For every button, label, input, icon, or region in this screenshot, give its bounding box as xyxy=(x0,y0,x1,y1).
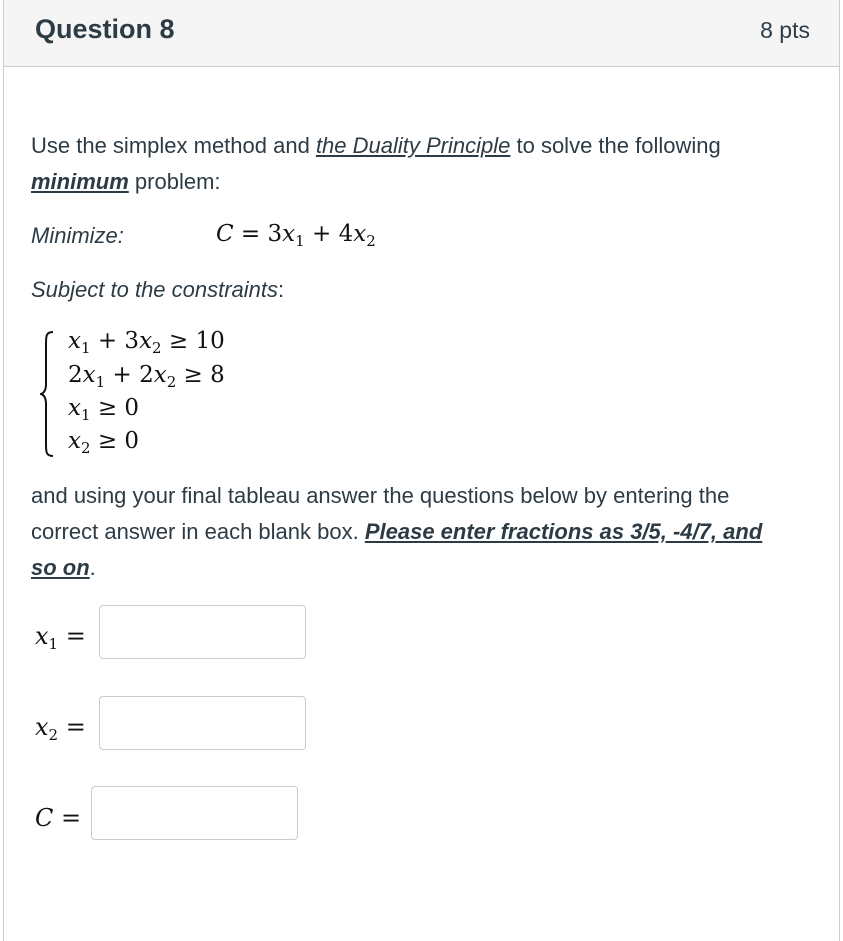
c1-s1: 1 xyxy=(80,339,91,357)
c2-coef: 2 xyxy=(68,362,83,388)
question-header xyxy=(4,0,839,67)
objective-x1: x xyxy=(282,221,296,247)
intro-line-1 xyxy=(31,128,721,164)
x1-eq: = xyxy=(58,622,86,650)
x2-sub: 2 xyxy=(48,726,59,744)
intro-text-3: problem: xyxy=(128,169,221,194)
c1-x2: x xyxy=(139,328,153,354)
constraint-2 xyxy=(68,362,225,391)
c-var: C xyxy=(35,804,54,832)
answer-label-c xyxy=(35,804,81,832)
answer-label-x1 xyxy=(35,622,86,653)
c1-s2: 2 xyxy=(152,339,162,357)
question-title: Question 8 xyxy=(35,14,175,44)
c4-s: 2 xyxy=(80,439,91,457)
objective-sub2: 2 xyxy=(366,232,376,250)
x2-eq: = xyxy=(58,713,86,741)
question-points: 8 pts xyxy=(760,17,810,43)
instructions-line-2 xyxy=(31,514,762,550)
constraint-1 xyxy=(68,328,225,357)
objective-sub1: 1 xyxy=(295,232,305,250)
c-eq: = xyxy=(53,804,82,832)
fraction-format-note-end: so on xyxy=(31,555,90,580)
minimum-emphasis: minimum xyxy=(31,169,129,194)
x1-sub: 1 xyxy=(48,635,59,653)
c2-s1: 1 xyxy=(95,373,106,391)
instructions-period: . xyxy=(89,555,96,580)
instructions-text: correct answer in each blank box. xyxy=(31,519,365,544)
minimize-label: Minimize: xyxy=(31,223,124,248)
c1-mid: + 3 xyxy=(90,328,140,354)
objective-function xyxy=(216,221,376,250)
c4-x: x xyxy=(68,428,81,454)
constraints-label-colon: : xyxy=(278,277,285,302)
constraint-brace-icon xyxy=(40,330,54,458)
x1-var: x xyxy=(35,622,49,650)
constraint-4 xyxy=(68,428,139,457)
objective-plus: + 4 xyxy=(304,221,354,247)
instructions-line-3 xyxy=(31,550,96,586)
intro-text: Use the simplex method and xyxy=(31,133,316,158)
objective-eq: = 3 xyxy=(233,221,283,247)
c1-x1: x xyxy=(68,328,81,354)
c2-x2: x xyxy=(153,362,167,388)
c3-s: 1 xyxy=(80,406,91,424)
fraction-format-note: Please enter fractions as 3/5, -4/7, and xyxy=(364,519,763,544)
objective-var: C xyxy=(216,221,234,247)
c2-s2: 2 xyxy=(166,373,177,391)
objective-x2: x xyxy=(353,221,367,247)
c3-x: x xyxy=(68,395,81,421)
constraints-label-text: Subject to the constraints xyxy=(31,277,279,302)
answer-label-x2 xyxy=(35,713,86,744)
c2-mid: + 2 xyxy=(105,362,154,388)
instructions-line-1: and using your final tableau answer the questions below by entering the xyxy=(31,483,730,508)
c4-rhs: ≥ 0 xyxy=(90,428,140,454)
x2-answer-input[interactable] xyxy=(99,696,306,750)
c-answer-input[interactable] xyxy=(91,786,298,840)
x1-answer-input[interactable] xyxy=(99,605,306,659)
c3-rhs: ≥ 0 xyxy=(90,395,140,421)
duality-principle-link[interactable]: the Duality Principle xyxy=(315,133,511,158)
c2-x1: x xyxy=(82,362,96,388)
c1-rhs: ≥ 10 xyxy=(161,328,225,354)
c2-rhs: ≥ 8 xyxy=(176,362,225,388)
x2-var: x xyxy=(35,713,49,741)
intro-text-2: to solve the following xyxy=(510,133,721,158)
intro-line-2 xyxy=(31,164,221,200)
constraint-3 xyxy=(68,395,139,424)
constraints-label xyxy=(31,272,284,308)
